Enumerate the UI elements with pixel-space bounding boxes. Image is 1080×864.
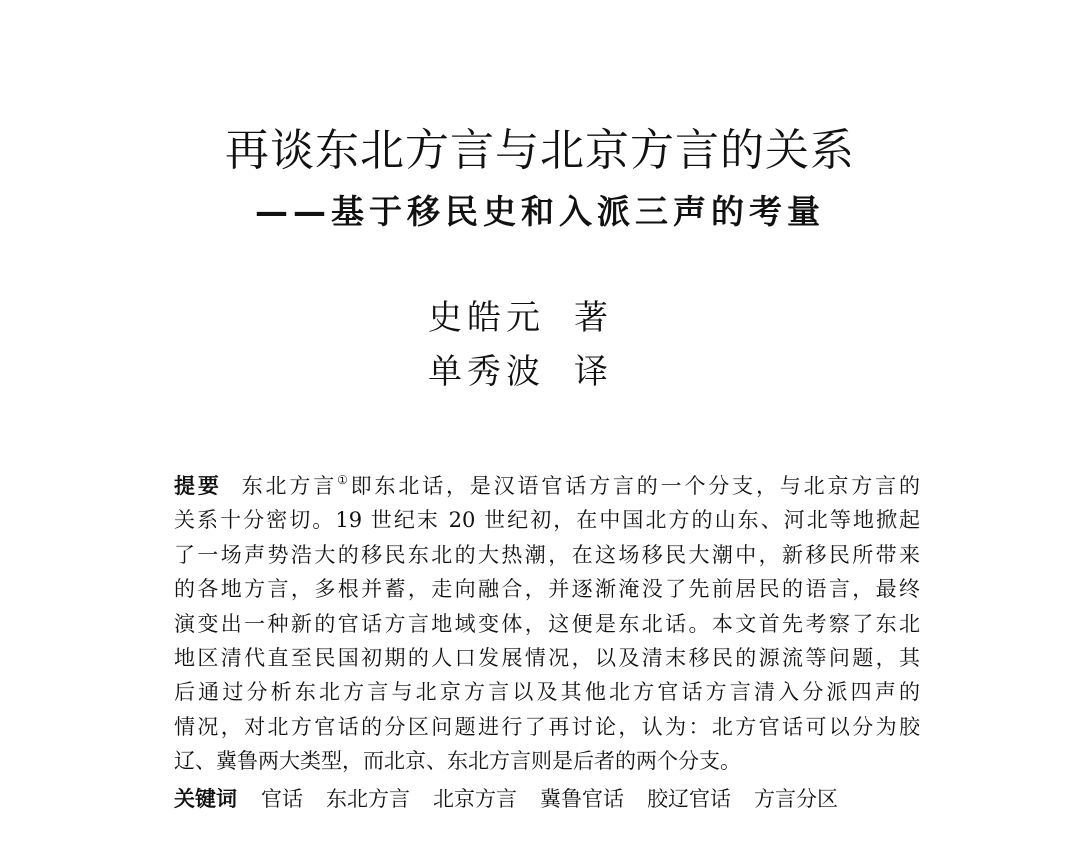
keyword: 胶辽官话 xyxy=(647,787,731,811)
abstract-line: 辽、冀鲁两大类型，而北京、东北方言则是后者的两个分支。 xyxy=(174,749,741,774)
abstract-line xyxy=(174,469,920,503)
abstract-line: 地区清代直至民国初期的人口发展情况，以及清末移民的源流等问题，其 xyxy=(174,645,920,670)
translator-line xyxy=(428,350,608,394)
abstract-line: 的各地方言，多根并蓄，走向融合，并逐渐淹没了先前居民的语言，最终 xyxy=(174,577,920,602)
abstract-line: 情况，对北方官话的分区问题进行了再讨论，认为：北方官话可以分为胶 xyxy=(174,714,920,739)
keyword: 冀鲁官话 xyxy=(540,787,624,811)
keyword: 东北方言 xyxy=(326,787,410,811)
keywords-label: 关键词 xyxy=(174,787,237,811)
keyword: 方言分区 xyxy=(754,787,838,811)
abstract-line: 后通过分析东北方言与北京方言以及其他北方官话方言清入分派四声的 xyxy=(174,680,920,705)
abstract-label: 提要 xyxy=(174,474,222,498)
keywords xyxy=(174,782,861,816)
author-role: 著 xyxy=(574,298,608,338)
author-name: 史皓元 xyxy=(428,298,545,338)
abstract-text: 即东北话，是汉语官话方言的一个分支，与北京方言的 xyxy=(350,474,921,498)
abstract-line: 演变出一种新的官话方言地域变体，这便是东北话。本文首先考察了东北 xyxy=(174,611,920,636)
abstract-text: 东北方言 xyxy=(241,474,338,498)
translator-name: 单秀波 xyxy=(428,352,545,392)
paper-subtitle: ——基于移民史和入派三声的考量 xyxy=(255,192,825,231)
abstract-line: 关系十分密切。19 世纪末 20 世纪初，在中国北方的山东、河北等地掀起 xyxy=(174,508,920,533)
translator-role: 译 xyxy=(574,352,608,392)
author-line xyxy=(428,296,608,340)
paper-title: 再谈东北方言与北京方言的关系 xyxy=(225,125,855,176)
keyword: 官话 xyxy=(261,787,303,811)
abstract xyxy=(174,469,920,779)
abstract-line: 了一场声势浩大的移民东北的大热潮，在这场移民大潮中，新移民所带来 xyxy=(174,542,920,567)
footnote-mark[interactable]: ① xyxy=(337,473,351,487)
keyword: 北京方言 xyxy=(433,787,517,811)
